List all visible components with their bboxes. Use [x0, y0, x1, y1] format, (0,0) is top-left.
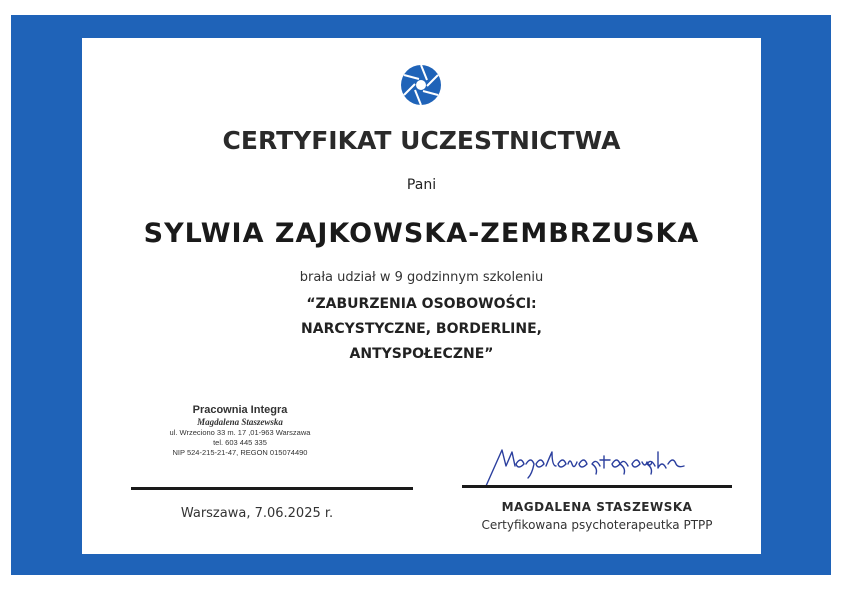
handwritten-signature — [482, 440, 692, 490]
stamp-ids: NIP 524-215-21-47, REGON 015074490 — [172, 448, 308, 457]
signer-name: MAGDALENA STASZEWSKA — [501, 500, 693, 514]
course-title-line-2: NARCYSTYCZNE, BORDERLINE, — [301, 321, 542, 337]
course-title-line-1: “ZABURZENIA OSOBOWOŚCI: — [306, 296, 537, 312]
aperture-logo-icon — [400, 64, 442, 106]
stamp-phone: tel. 603 445 335 — [213, 438, 267, 447]
date-signature-line — [131, 487, 413, 490]
signer-signature-line — [462, 485, 732, 488]
certificate-title: CERTYFIKAT UCZESTNICTWA — [222, 126, 621, 155]
place-and-date: Warszawa, 7.06.2025 r. — [180, 506, 334, 521]
course-title-line-3: ANTYSPOŁECZNE” — [349, 346, 494, 362]
company-stamp — [150, 404, 330, 458]
stamp-address: ul. Wrzeciono 33 m. 17 ,01-963 Warszawa — [169, 428, 311, 437]
participation-text: brała udział w 9 godzinnym szkoleniu — [299, 270, 544, 285]
signer-title: Certyfikowana psychoterapeutka PTPP — [481, 518, 713, 532]
salutation: Pani — [406, 177, 437, 193]
recipient-name: SYLWIA ZAJKOWSKA-ZEMBRZUSKA — [143, 218, 700, 249]
stamp-person: Magdalena Staszewska — [197, 417, 283, 427]
stamp-company-name: Pracownia Integra — [192, 404, 288, 416]
